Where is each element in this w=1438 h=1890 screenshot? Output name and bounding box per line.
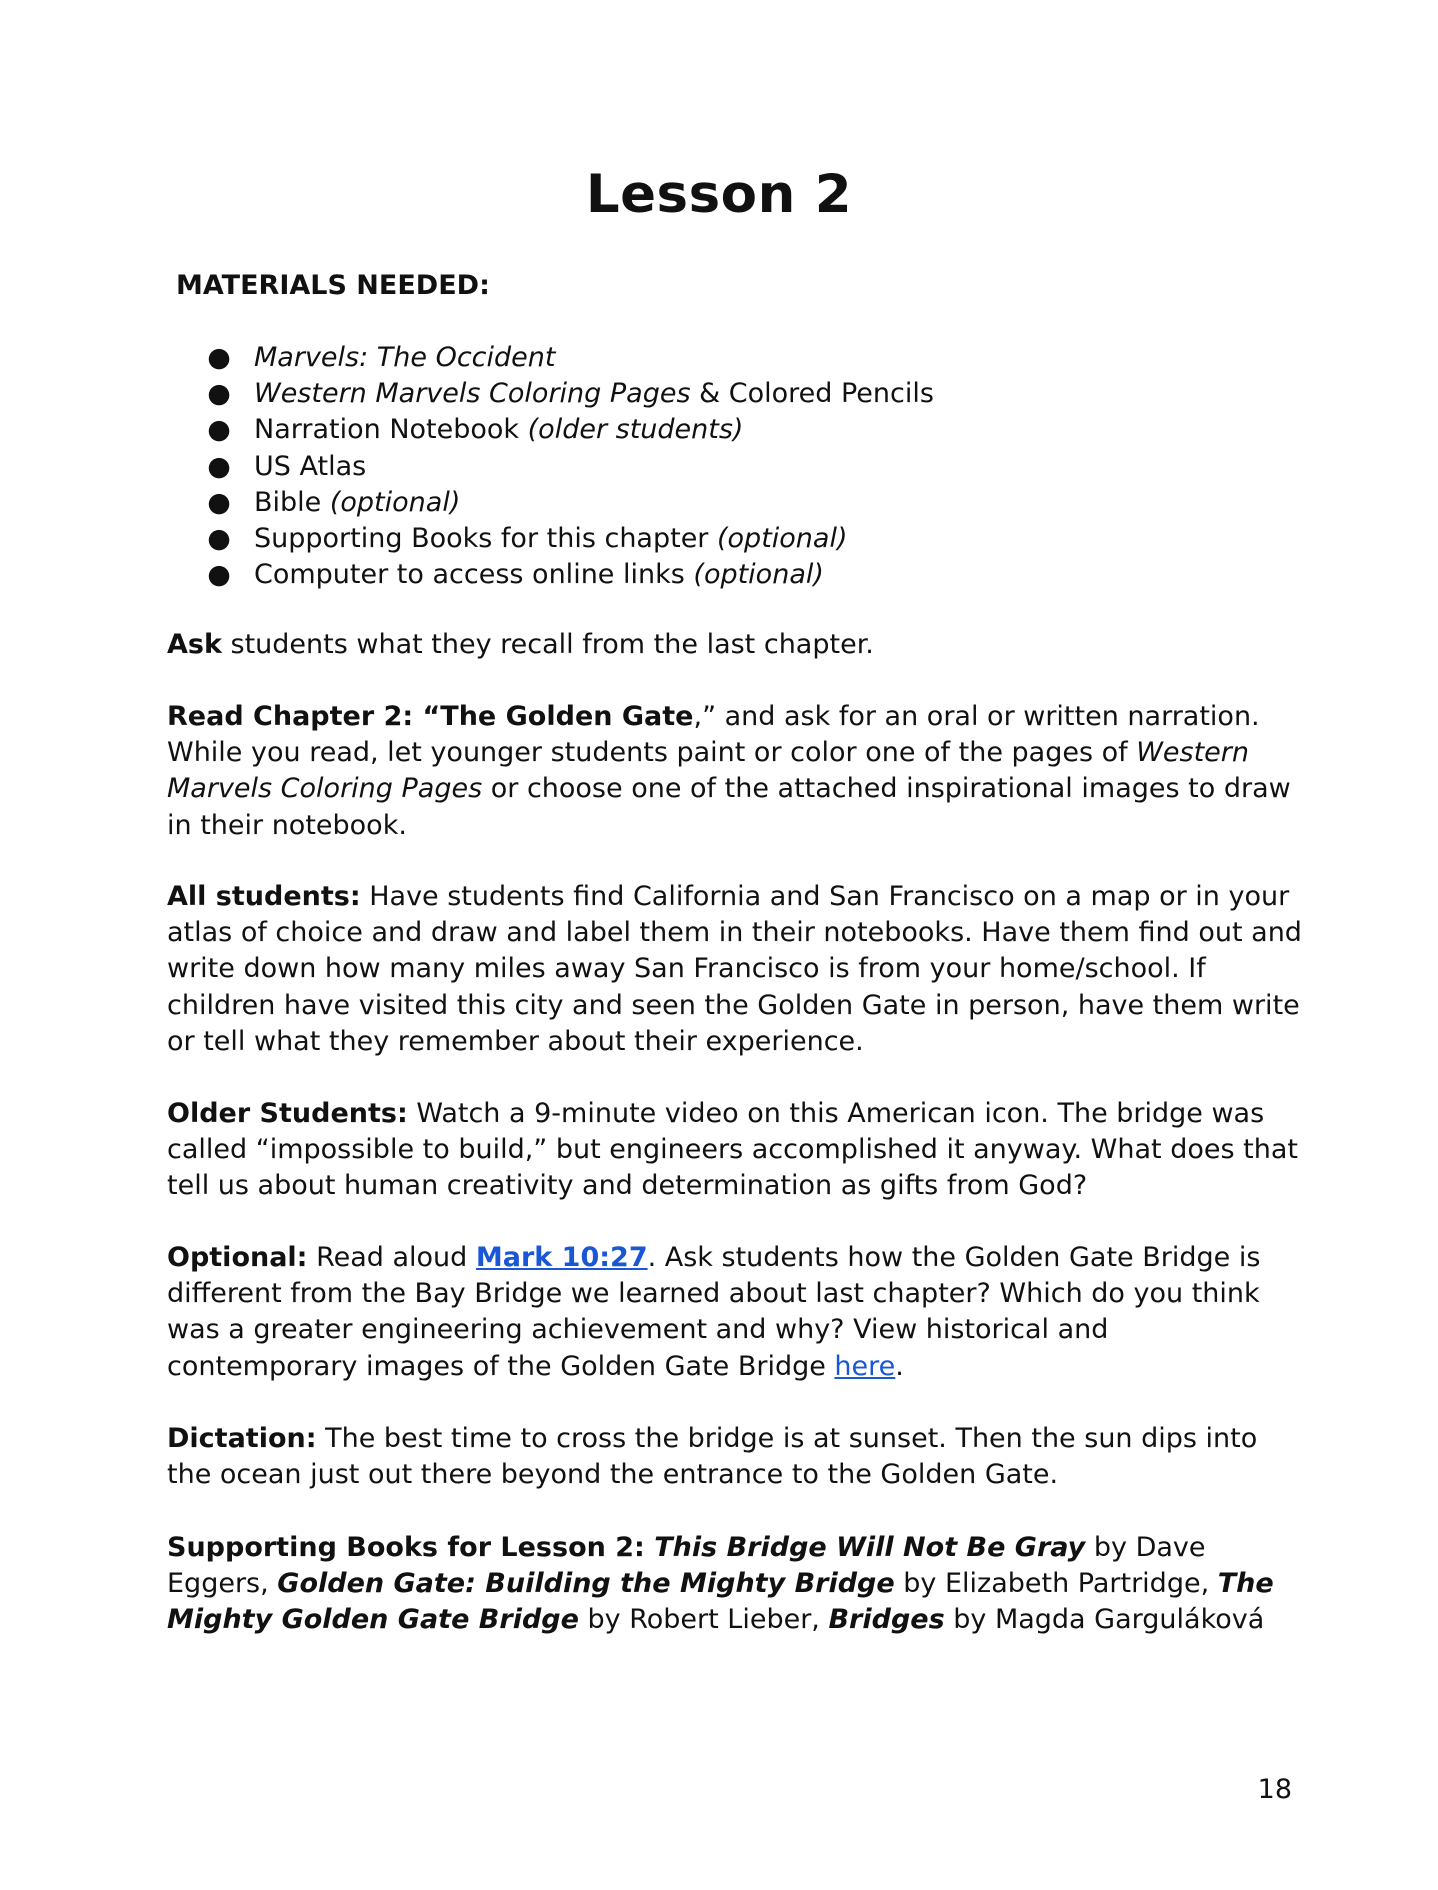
here-link[interactable]: here xyxy=(834,1350,896,1382)
list-item: ● Bible (optional) xyxy=(204,485,934,521)
older-students-label: Older Students: xyxy=(167,1098,408,1129)
older-students-paragraph: Older Students: Watch a 9-minute video on this American icon. The bridge was called “impossible to build,” but engineers accomplished it anyway. What does that tell us about human creativity and determination as gifts from God? xyxy=(167,1098,1298,1202)
bullet-icon: ● xyxy=(207,559,231,591)
ask-paragraph: Ask students what they recall from the last chapter. xyxy=(167,629,874,660)
list-item: ● Computer to access online links (optional) xyxy=(204,557,934,593)
list-item: ● Supporting Books for this chapter (optional) xyxy=(204,521,934,557)
bullet-icon: ● xyxy=(207,414,231,446)
supporting-books-label: Supporting Books for Lesson 2: xyxy=(167,1532,655,1563)
list-item: ● Western Marvels Coloring Pages & Colored Pencils xyxy=(204,376,934,412)
optional-label: Optional: xyxy=(167,1242,308,1273)
bullet-icon: ● xyxy=(207,342,231,373)
read-paragraph: Read Chapter 2: “The Golden Gate,” and ask for an oral or written narration. While you read, let younger students paint or color one of the pages of Western Marvels Coloring Pages or choose one of the attached inspirational images to draw in their notebook. xyxy=(167,701,1291,841)
dictation-paragraph: Dictation: The best time to cross the bridge is at sunset. Then the sun dips into the ocean just out there beyond the entrance to the Golden Gate. xyxy=(167,1423,1258,1491)
book-title: The Mighty Golden Gate Bridge xyxy=(167,1568,1274,1636)
all-students-label: All students: xyxy=(167,881,361,912)
bullet-icon: ● xyxy=(207,378,231,410)
book-title: This Bridge Will Not Be Gray xyxy=(654,1532,1086,1563)
list-item: ● Narration Notebook (older students) xyxy=(204,412,934,448)
mark-10-27-link[interactable]: Mark 10:27 xyxy=(475,1242,648,1273)
dictation-label: Dictation: xyxy=(167,1423,317,1454)
bullet-icon: ● xyxy=(207,450,231,482)
lesson-title: Lesson 2 xyxy=(585,164,853,225)
optional-paragraph: Optional: Read aloud Mark 10:27. Ask students how the Golden Gate Bridge is different from the Bay Bridge we learned about last chapter? Which do you think was a greater engineering achievement and why? View historical and contemporary images of the Golden Gate Bridge here. xyxy=(167,1242,1261,1382)
list-item: ● Marvels: The Occident xyxy=(204,340,934,376)
supporting-books-paragraph: Supporting Books for Lesson 2: This Bridge Will Not Be Gray by Dave Eggers, Golden Gate: Building the Mighty Bridge by Elizabeth Partridge, The Mighty Golden Gate Bridge by Robert Lieber, Bridges by Magda Garguláková xyxy=(167,1532,1274,1636)
ask-label: Ask xyxy=(167,629,222,660)
book-title: Bridges xyxy=(828,1604,945,1636)
all-students-paragraph: All students: Have students find California and San Francisco on a map or in your atlas of choice and draw and label them in their notebooks. Have them find out and write down how many miles away San Francisco is from your home/school. If children have visited this city and seen the Golden Gate in person, have them write or tell what they remember about their experience. xyxy=(167,881,1302,1057)
bullet-icon: ● xyxy=(207,523,231,555)
list-item: ● US Atlas xyxy=(204,449,934,485)
materials-list xyxy=(204,340,934,593)
book-title: Golden Gate: Building the Mighty Bridge xyxy=(277,1568,895,1600)
materials-heading: MATERIALS NEEDED: xyxy=(176,270,490,301)
bullet-icon: ● xyxy=(207,486,231,518)
page-number: 18 xyxy=(1257,1774,1292,1805)
read-label: Read Chapter 2: “The Golden Gate xyxy=(167,701,694,732)
